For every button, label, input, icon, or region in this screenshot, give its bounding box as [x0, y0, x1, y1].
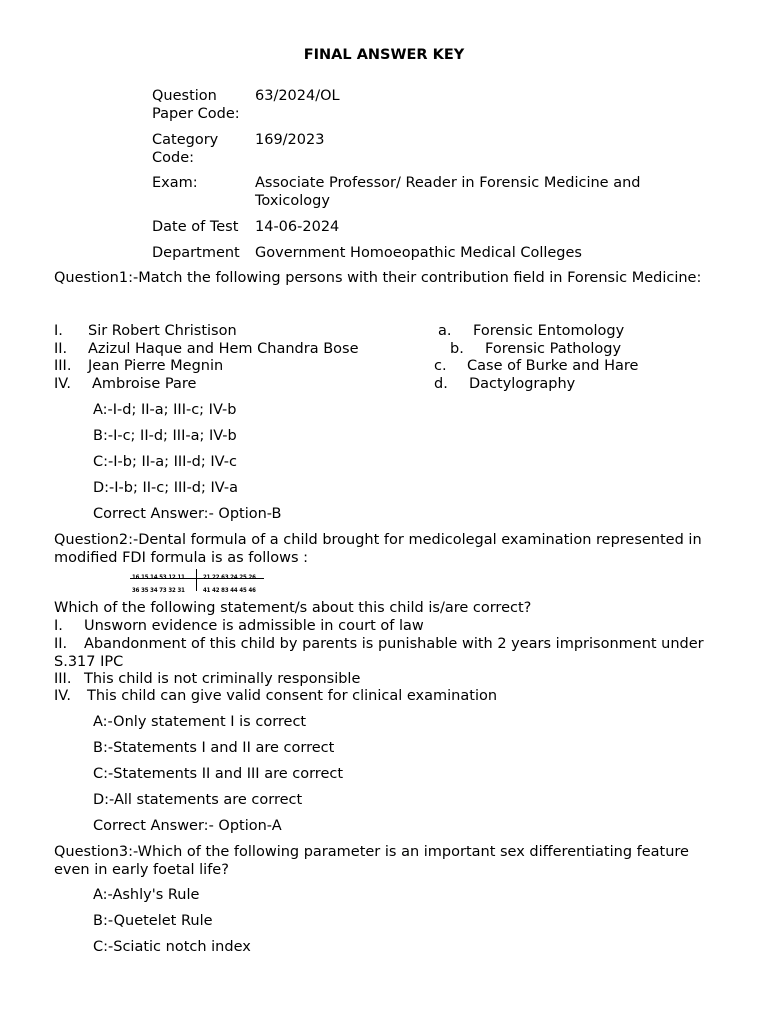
q1-correct-answer: Correct Answer:- Option-B	[93, 506, 282, 522]
q3-option-b: B:-Quetelet Rule	[93, 913, 213, 929]
fdi-lower-right: 36 35 34 73 32 31	[132, 587, 185, 594]
q2-statement-num: I.	[54, 618, 63, 634]
question-3-text: Question3:-Which of the following parameter is an important sex differentiating feature even in early foetal life?	[54, 844, 689, 878]
q1-left-num: IV.	[54, 376, 71, 392]
q1-right-num: d.	[434, 376, 448, 392]
q2-statement: This child is not criminally responsible	[84, 671, 361, 687]
meta-label-date-of-test: Date of Test	[152, 219, 239, 235]
q2-option-b: B:-Statements I and II are correct	[93, 740, 335, 756]
q1-right-item: Dactylography	[469, 376, 576, 392]
q2-option-c: C:-Statements II and III are correct	[93, 766, 344, 782]
meta-value-exam: Associate Professor/ Reader in Forensic Medicine and Toxicology	[255, 175, 641, 209]
q1-option-a: A:-I-d; II-a; III-c; IV-b	[93, 402, 237, 418]
q2-option-a: A:-Only statement I is correct	[93, 714, 307, 730]
question-2-stem: Which of the following statement/s about this child is/are correct?	[54, 600, 532, 616]
q1-left-num: III.	[54, 358, 72, 374]
meta-value-category-code: 169/2023	[255, 132, 325, 148]
meta-value-date-of-test: 14-06-2024	[255, 219, 340, 235]
q1-right-num: c.	[434, 358, 447, 374]
q2-statement: Abandonment of this child by parents is punishable with 2 years imprisonment under S.317 IPC	[54, 636, 704, 670]
fdi-lower-left: 41 42 83 44 45 46	[203, 587, 256, 594]
q1-option-c: C:-I-b; II-a; III-d; IV-c	[93, 454, 237, 470]
meta-label-exam: Exam:	[152, 175, 198, 191]
q1-left-item: Jean Pierre Megnin	[88, 358, 224, 374]
question-1-text: Question1:-Match the following persons with their contribution field in Forensic Medicine:	[54, 270, 702, 286]
q3-option-c: C:-Sciatic notch index	[93, 939, 251, 955]
q2-statement: This child can give valid consent for clinical examination	[87, 688, 498, 704]
fdi-horizontal-divider	[130, 578, 264, 579]
q1-left-item: Azizul Haque and Hem Chandra Bose	[88, 341, 359, 357]
q1-left-item: Sir Robert Christison	[88, 323, 237, 339]
meta-label-department: Department	[152, 245, 240, 261]
q1-right-item: Case of Burke and Hare	[467, 358, 639, 374]
q2-statement-num: II.	[54, 636, 68, 652]
meta-label-category-code: Category Code:	[152, 132, 219, 166]
meta-label-question-paper-code: Question Paper Code:	[152, 88, 240, 122]
q1-left-num: I.	[54, 323, 63, 339]
q1-right-num: a.	[438, 323, 452, 339]
q1-left-item: Ambroise Pare	[92, 376, 197, 392]
q3-option-a: A:-Ashly's Rule	[93, 887, 200, 903]
q1-right-item: Forensic Entomology	[473, 323, 625, 339]
q1-left-num: II.	[54, 341, 68, 357]
q2-statement-num: III.	[54, 671, 72, 687]
meta-value-question-paper-code: 63/2024/OL	[255, 88, 340, 104]
q2-statement-num: IV.	[54, 688, 71, 704]
page-title: FINAL ANSWER KEY	[303, 47, 465, 63]
q2-statement: Unsworn evidence is admissible in court of law	[84, 618, 424, 634]
fdi-vertical-divider	[196, 569, 197, 591]
q1-right-item: Forensic Pathology	[485, 341, 622, 357]
meta-value-department: Government Homoeopathic Medical Colleges	[255, 245, 582, 261]
q1-option-b: B:-I-c; II-d; III-a; IV-b	[93, 428, 237, 444]
fdi-dental-formula	[128, 566, 268, 594]
q2-correct-answer: Correct Answer:- Option-A	[93, 818, 282, 834]
q2-option-d: D:-All statements are correct	[93, 792, 303, 808]
question-2-text: Question2:-Dental formula of a child brought for medicolegal examination represented in modified FDI formula is as follows :	[54, 532, 702, 566]
q1-right-num: b.	[450, 341, 464, 357]
q1-option-d: D:-I-b; II-c; III-d; IV-a	[93, 480, 238, 496]
